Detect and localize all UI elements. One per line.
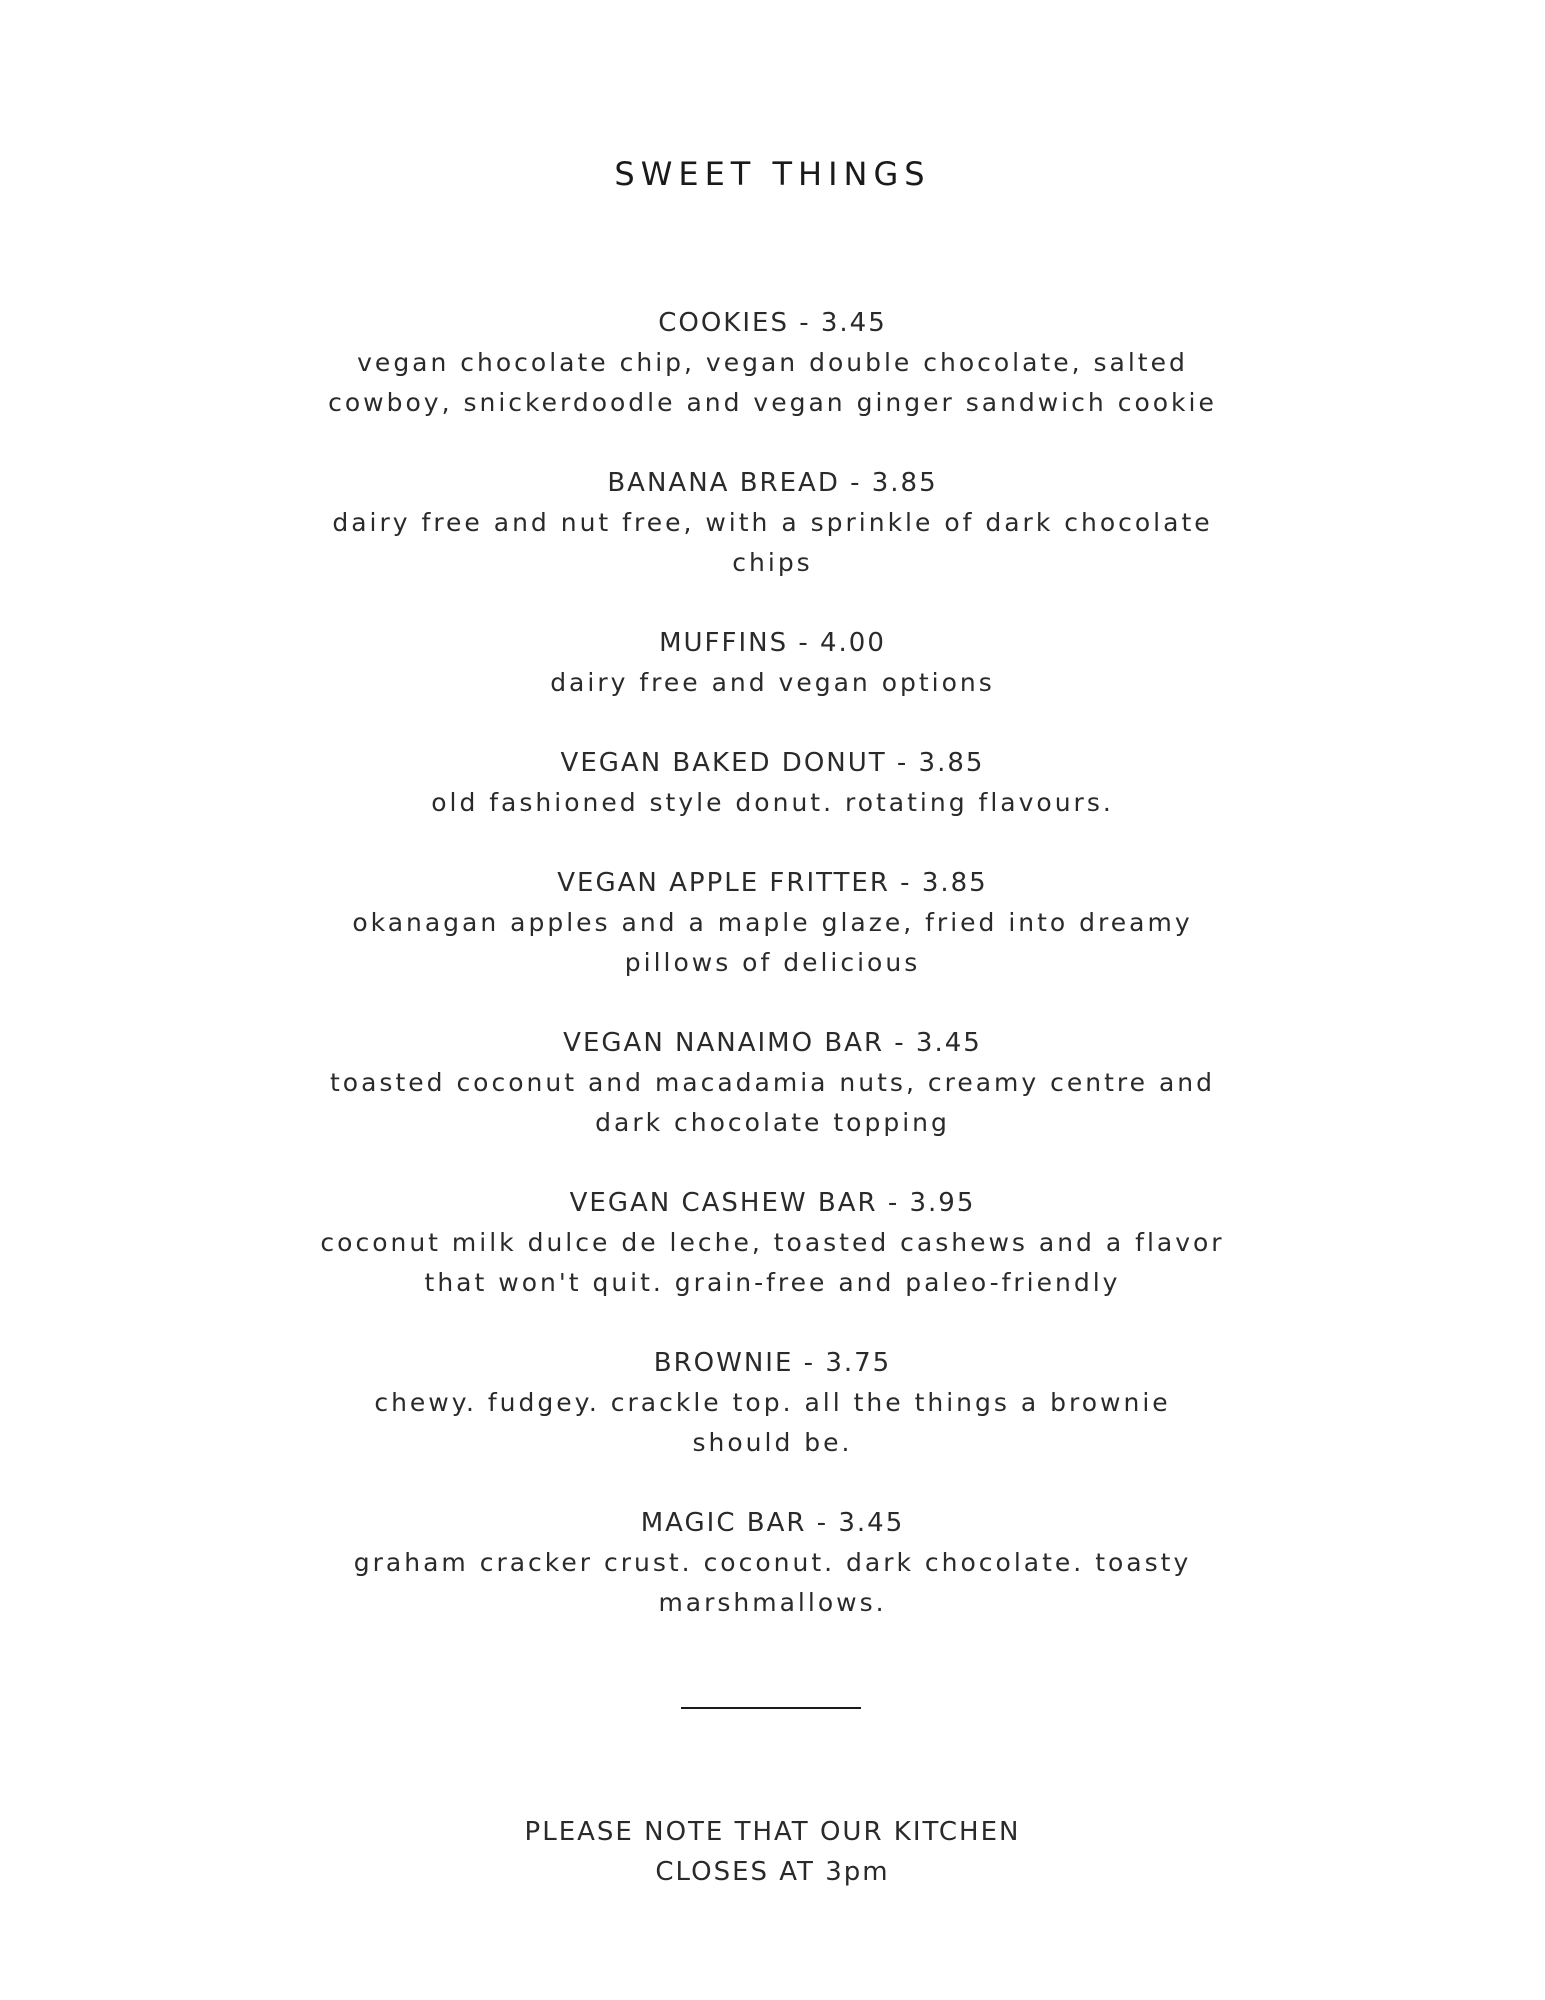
item-description-line: dairy free and nut free, with a sprinkle of dark chocolate (332, 508, 1213, 537)
item-description-line: old fashioned style donut. rotating flavours. (431, 788, 1114, 817)
menu-item-vegan-baked-donut (313, 743, 1233, 823)
item-description (313, 1223, 1233, 1303)
item-description (313, 1383, 1233, 1463)
item-description-line: coconut milk dulce de leche, toasted cashews and a flavor (320, 1228, 1225, 1257)
item-description-line: vegan chocolate chip, vegan double chocolate, salted (357, 348, 1188, 377)
menu-item-magic-bar (313, 1503, 1233, 1623)
item-description (313, 1543, 1233, 1623)
item-description (313, 343, 1233, 423)
item-name: COOKIES - 3.45 (658, 308, 887, 338)
item-description-line: that won't quit. grain-free and paleo-friendly (424, 1268, 1121, 1297)
menu-item-muffins (313, 623, 1233, 703)
menu-item-vegan-apple-fritter (313, 863, 1233, 983)
item-description-line: toasted coconut and macadamia nuts, creamy centre and (330, 1068, 1215, 1097)
item-name: VEGAN APPLE FRITTER - 3.85 (557, 868, 988, 898)
item-name: BROWNIE - 3.75 (653, 1348, 892, 1378)
item-description-line: dairy free and vegan options (550, 668, 995, 697)
menu-list (0, 303, 1545, 1663)
item-description (313, 1063, 1233, 1143)
item-name: VEGAN NANAIMO BAR - 3.45 (563, 1028, 982, 1058)
item-name: MAGIC BAR - 3.45 (640, 1508, 905, 1538)
menu-item-vegan-cashew-bar (313, 1183, 1233, 1303)
menu-item-brownie (313, 1343, 1233, 1463)
item-description-line: pillows of delicious (624, 948, 921, 977)
item-description (313, 503, 1233, 583)
menu-item-cookies (313, 303, 1233, 423)
item-description (313, 903, 1233, 983)
item-name: BANANA BREAD - 3.85 (607, 468, 938, 498)
page-title: SWEET THINGS (614, 155, 931, 193)
kitchen-notice (0, 1812, 1545, 1892)
item-description-line: marshmallows. (658, 1588, 887, 1617)
kitchen-notice-line: CLOSES AT 3pm (655, 1857, 890, 1887)
item-description-line: graham cracker crust. coconut. dark chocolate. toasty (353, 1548, 1192, 1577)
item-name: MUFFINS - 4.00 (659, 628, 886, 658)
section-divider (681, 1707, 861, 1709)
item-description (313, 783, 1233, 823)
menu-item-banana-bread (313, 463, 1233, 583)
item-description-line: should be. (692, 1428, 853, 1457)
menu-item-vegan-nanaimo-bar (313, 1023, 1233, 1143)
item-name: VEGAN CASHEW BAR - 3.95 (569, 1188, 976, 1218)
item-description-line: dark chocolate topping (595, 1108, 950, 1137)
item-description-line: chewy. fudgey. crackle top. all the things a brownie (374, 1388, 1171, 1417)
item-description-line: chips (732, 548, 813, 577)
item-description-line: cowboy, snickerdoodle and vegan ginger sandwich cookie (328, 388, 1217, 417)
item-description (313, 663, 1233, 703)
item-description-line: okanagan apples and a maple glaze, fried into dreamy (352, 908, 1193, 937)
item-name: VEGAN BAKED DONUT - 3.85 (560, 748, 985, 778)
kitchen-notice-line: PLEASE NOTE THAT OUR KITCHEN (524, 1817, 1021, 1847)
